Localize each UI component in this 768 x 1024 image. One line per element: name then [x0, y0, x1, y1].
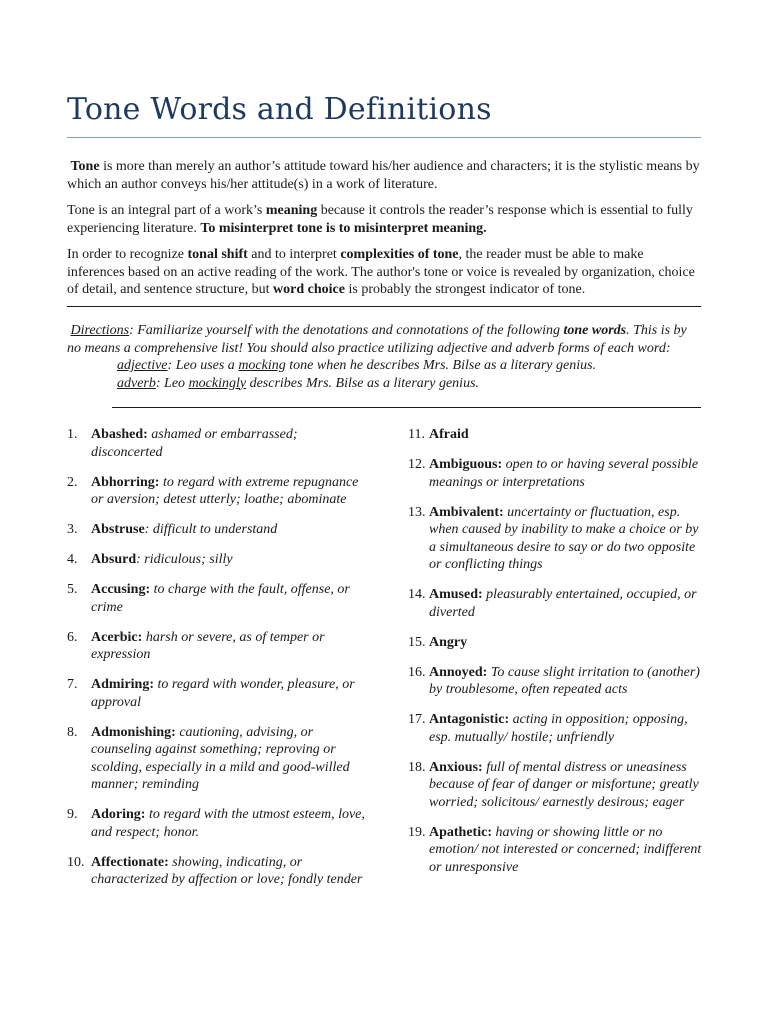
tone-word-item [67, 854, 367, 889]
item-entry [91, 426, 367, 461]
example-label: adjective [117, 358, 168, 373]
text-run: : Leo [155, 375, 189, 391]
item-number: 1. [67, 427, 78, 442]
item-entry [429, 456, 704, 491]
tone-definition: showing, indicating, or characterized by affection or love; fondly tender [91, 854, 363, 887]
item-entry [429, 759, 704, 812]
tone-definition: full of mental distress or uneasiness because of fear of danger or misfortune; greatly worried; solicitous/ earnestly desirous; eager [429, 759, 699, 810]
tone-word: Antagonistic: [429, 712, 510, 727]
item-entry [429, 634, 704, 652]
directions-label: Directions [70, 323, 130, 338]
tone-definition: to regard with extreme repugnance or aversion; detest utterly; loathe; abominate [91, 474, 359, 507]
item-number: 10. [67, 854, 85, 870]
tone-word-item [67, 581, 367, 616]
bold-term: Tone [70, 159, 100, 174]
tone-word: Acerbic: [91, 629, 143, 645]
tone-word: Abhorring: [91, 474, 160, 490]
item-entry [429, 586, 704, 621]
section-divider [67, 306, 701, 307]
tone-definition: harsh or severe, as of temper or expression [91, 629, 325, 662]
tone-word-item [67, 806, 367, 841]
item-number: 6. [67, 629, 78, 645]
tone-word: Admonishing: [91, 724, 176, 740]
item-entry [429, 426, 704, 444]
tone-word-item [67, 676, 367, 711]
directions-text [67, 322, 703, 357]
bold-term: tone words [563, 323, 627, 338]
bold-term: complexities of tone [340, 247, 459, 262]
item-number: 15. [408, 634, 426, 650]
tone-definition: to regard with wonder, pleasure, or approval [91, 677, 355, 710]
example-label: adverb [117, 375, 156, 391]
item-number: 5. [67, 582, 78, 597]
text-run: , the reader must be able to make inferences based on an active reading of the work. The author's tone or voice is revealed by organization, choice of detail, and sentence structure, but [67, 247, 695, 297]
intro-section [67, 158, 703, 299]
item-number: 2. [67, 474, 78, 490]
tone-word-item [67, 629, 367, 664]
tone-word: Annoyed: [429, 664, 488, 680]
tone-definition: to regard with the utmost esteem, love, and respect; honor. [91, 807, 365, 840]
text-run: In order to recognize [67, 247, 188, 262]
adjective-example [67, 357, 703, 375]
item-number: 14. [408, 587, 426, 602]
tone-definition: uncertainty or fluctuation, esp. when caused by inability to make a choice or by a simultaneous desire to say or do two opposite or conflicting things [429, 504, 699, 572]
item-entry [429, 824, 704, 877]
text-run: . This is by no means a comprehensive list! You should also practice utilizing adjective and adverb forms of each word: [67, 323, 687, 356]
tone-words-column-left [67, 426, 367, 901]
title-underline [67, 137, 701, 138]
tone-definition: : ridiculous; silly [136, 552, 233, 567]
item-entry [91, 629, 367, 664]
text-run: tone when he describes Mrs. Bilse as a literary genius. [285, 358, 597, 373]
item-entry [429, 711, 704, 746]
item-number: 8. [67, 724, 78, 740]
item-number: 19. [408, 824, 426, 840]
text-run: describes Mrs. Bilse as a literary genius. [246, 375, 480, 391]
item-number: 7. [67, 677, 78, 692]
item-entry [91, 551, 367, 569]
intro-paragraph-3 [67, 246, 703, 299]
tone-definition: cautioning, advising, or counseling against something; reproving or scolding, especially in a mild and good-willed manner; reminding [91, 724, 350, 792]
item-number: 4. [67, 552, 78, 567]
item-number: 17. [408, 712, 426, 727]
text-run: is more than merely an author’s attitude toward his/her audience and characters; it is the stylistic means by which an author conveys his/her attitude(s) in a work of literature. [67, 159, 700, 192]
tone-word-item [408, 586, 704, 621]
intro-paragraph-1 [67, 158, 703, 193]
item-entry [91, 724, 367, 794]
tone-word: Amused: [429, 587, 483, 602]
tone-definition: pleasurably entertained, occupied, or diverted [429, 587, 697, 620]
item-entry [91, 806, 367, 841]
text-run: : Leo uses a [167, 358, 239, 373]
tone-word: Apathetic: [429, 824, 492, 840]
item-number: 11. [408, 427, 425, 442]
tone-word: Abstruse [91, 522, 145, 537]
bold-term: word choice [273, 282, 345, 297]
item-entry [429, 504, 704, 574]
tone-word: Angry [429, 634, 468, 650]
tone-word-item [408, 456, 704, 491]
tone-definition: open to or having several possible meanings or interpretations [429, 457, 699, 490]
bold-statement: To misinterpret tone is to misinterpret meaning. [200, 220, 487, 236]
item-entry [91, 521, 367, 539]
tone-definition: to charge with the fault, offense, or crime [91, 582, 350, 615]
item-entry [91, 474, 367, 509]
item-number: 18. [408, 759, 426, 775]
tone-word-item [67, 474, 367, 509]
item-entry [91, 581, 367, 616]
tone-word: Ambivalent: [429, 504, 504, 520]
tone-word-item [408, 634, 704, 652]
text-run: and to interpret [247, 247, 341, 262]
tone-word: Accusing: [91, 582, 151, 597]
text-run: Tone is an integral part of a work’s [67, 203, 266, 218]
item-number: 16. [408, 664, 426, 680]
text-run: is probably the strongest indicator of tone. [344, 282, 586, 297]
tone-word: Abashed: [91, 427, 148, 442]
tone-definition: : difficult to understand [144, 522, 278, 537]
tone-word: Absurd [91, 552, 137, 567]
text-run: because it controls the reader’s response which is essential to fully experiencing literature. [67, 203, 693, 236]
tone-word: Affectionate: [91, 854, 169, 870]
tone-word-item [408, 426, 704, 444]
tone-word: Anxious: [429, 759, 483, 775]
tone-word-item [67, 551, 367, 569]
intro-paragraph-2 [67, 202, 703, 237]
tone-word-item [67, 426, 367, 461]
tone-word-item [408, 504, 704, 574]
page-title: Tone Words and Definitions [67, 92, 492, 127]
tone-word-item [408, 664, 704, 699]
bold-term: tonal shift [187, 247, 248, 262]
directions-block [67, 322, 703, 392]
tone-word-item [408, 824, 704, 877]
tone-word: Admiring: [91, 677, 154, 692]
item-number: 13. [408, 504, 426, 520]
tone-word-item [408, 711, 704, 746]
bold-term: meaning [265, 203, 318, 218]
item-number: 9. [67, 807, 78, 822]
adverb-example [67, 375, 703, 393]
tone-words-column-right [408, 426, 704, 889]
tone-definition: ashamed or embarrassed; disconcerted [91, 427, 298, 460]
tone-word-item [67, 724, 367, 794]
example-word: mockingly [188, 375, 247, 391]
item-number: 12. [408, 457, 426, 472]
tone-word: Adoring: [91, 807, 146, 822]
item-entry [91, 854, 367, 889]
tone-word-item [408, 759, 704, 812]
tone-word-item [67, 521, 367, 539]
item-number: 3. [67, 522, 78, 537]
directions-divider [112, 407, 701, 408]
text-run: : Familiarize yourself with the denotations and connotations of the following [129, 323, 564, 338]
item-entry [91, 676, 367, 711]
tone-definition: having or showing little or no emotion/ not interested or concerned; indifferent or unresponsive [429, 824, 702, 875]
tone-definition: acting in opposition; opposing, esp. mutually/ hostile; unfriendly [429, 712, 688, 745]
example-word: mocking [238, 358, 286, 373]
tone-word: Afraid [429, 427, 469, 442]
tone-definition: To cause slight irritation to (another) by troublesome, often repeated acts [429, 664, 700, 697]
item-entry [429, 664, 704, 699]
tone-word: Ambiguous: [429, 457, 503, 472]
